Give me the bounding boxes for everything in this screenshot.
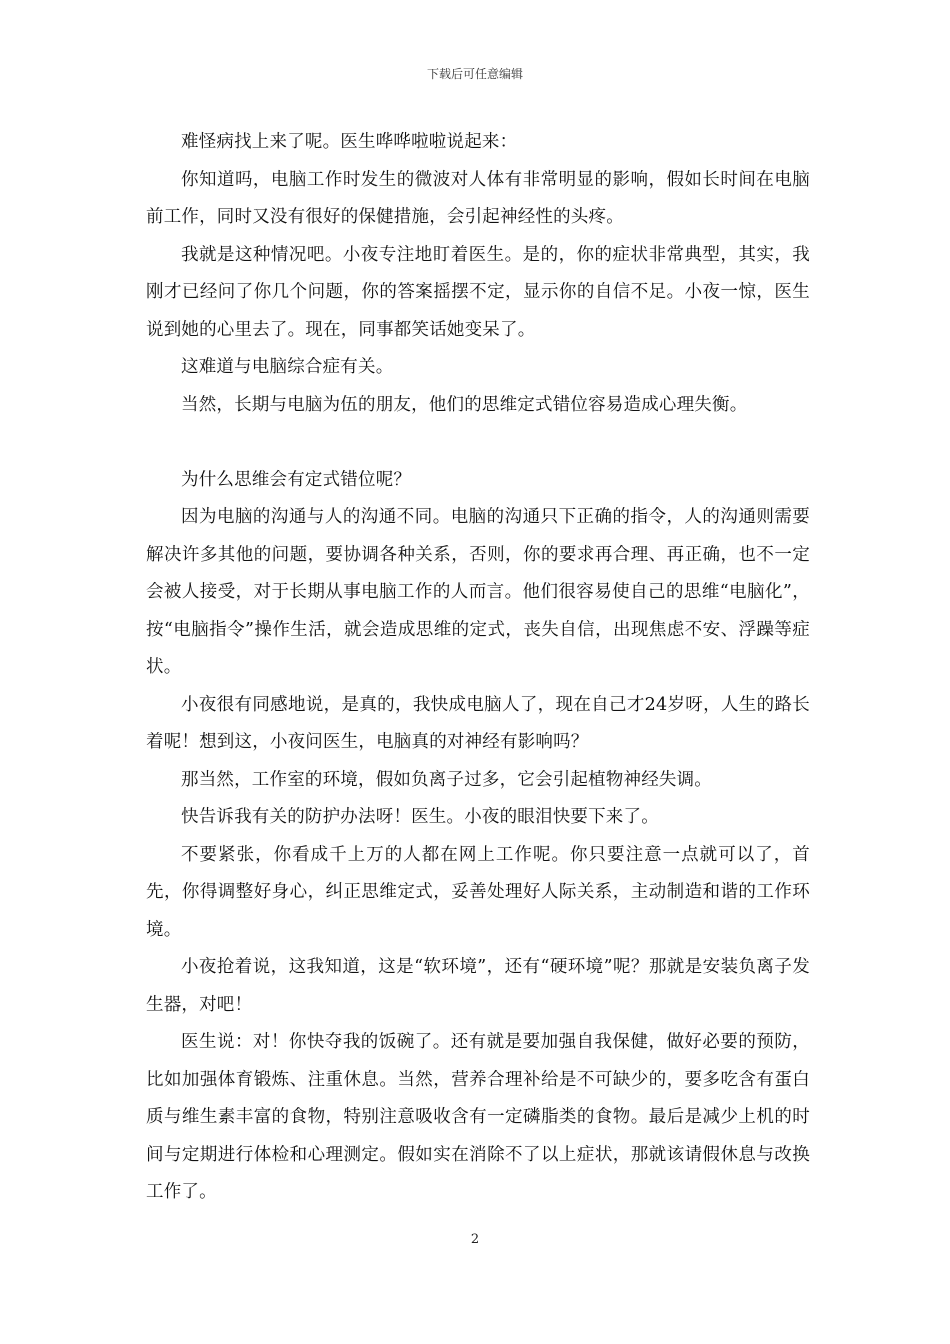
paragraph: 你知道吗，电脑工作时发生的微波对人体有非常明显的影响，假如长时间在电脑前工作，同时又没有很好的保健措施，会引起神经性的头疼。 <box>146 169 810 227</box>
paragraph: 小夜抢着说，这我知道，这是“软环境”，还有“硬环境”呢？那就是安装负离子发生器，对吧！ <box>146 957 810 1015</box>
page-header: 下载后可任意编辑 <box>426 67 523 81</box>
paragraph: 小夜很有同感地说，是真的，我快成电脑人了，现在自己才24岁呀，人生的路长着呢！想到这，小夜问医生，电脑真的对神经有影响吗？ <box>146 694 810 752</box>
article-body <box>146 124 810 1212</box>
page-number: 2 <box>470 1232 480 1247</box>
blank-line <box>146 424 810 462</box>
paragraph: 难怪病找上来了呢。医生哗哗啦啦说起来： <box>181 132 518 152</box>
paragraph: 我就是这种情况吧。小夜专注地盯着医生。是的，你的症状非常典型，其实，我刚才已经问了你几个问题，你的答案摇摆不定，显示你的自信不足。小夜一惊，医生说到她的心里去了。现在，同事都笑话她变呆了。 <box>146 244 810 340</box>
paragraph: 当然，长期与电脑为伍的朋友，他们的思维定式错位容易造成心理失衡。 <box>181 394 748 415</box>
paragraph: 不要紧张，你看成千上万的人都在网上工作呢。你只要注意一点就可以了，首先，你得调整好身心，纠正思维定式，妥善处理好人际关系，主动制造和谐的工作环境。 <box>146 844 810 940</box>
paragraph: 因为电脑的沟通与人的沟通不同。电脑的沟通只下正确的指令，人的沟通则需要解决许多其他的问题，要协调各种关系，否则，你的要求再合理、再正确，也不一定会被人接受，对于长期从事电脑工作的人而言。他们很容易使自己的思维“电脑化”，按“电脑指令”操作生活，就会造成思维的定式，丧失自信，出现焦虑不安、浮躁等症状。 <box>146 507 810 677</box>
paragraph: 为什么思维会有定式错位呢？ <box>181 469 412 490</box>
paragraph: 快告诉我有关的防护办法呀！医生。小夜的眼泪快要下来了。 <box>181 807 659 827</box>
paragraph: 医生说：对！你快夺我的饭碗了。还有就是要加强自我保健，做好必要的预防，比如加强体育锻炼、注重休息。当然，营养合理补给是不可缺少的，要多吃含有蛋白质与维生素丰富的食物，特别注意吸收含有一定磷脂类的食物。最后是减少上机的时间与定期进行体检和心理测定。假如实在消除不了以上症状，那就该请假休息与改换工作了。 <box>146 1032 810 1202</box>
paragraph: 这难道与电脑综合症有关。 <box>181 357 394 377</box>
paragraph: 那当然，工作室的环境，假如负离子过多，它会引起植物神经失调。 <box>181 769 712 790</box>
